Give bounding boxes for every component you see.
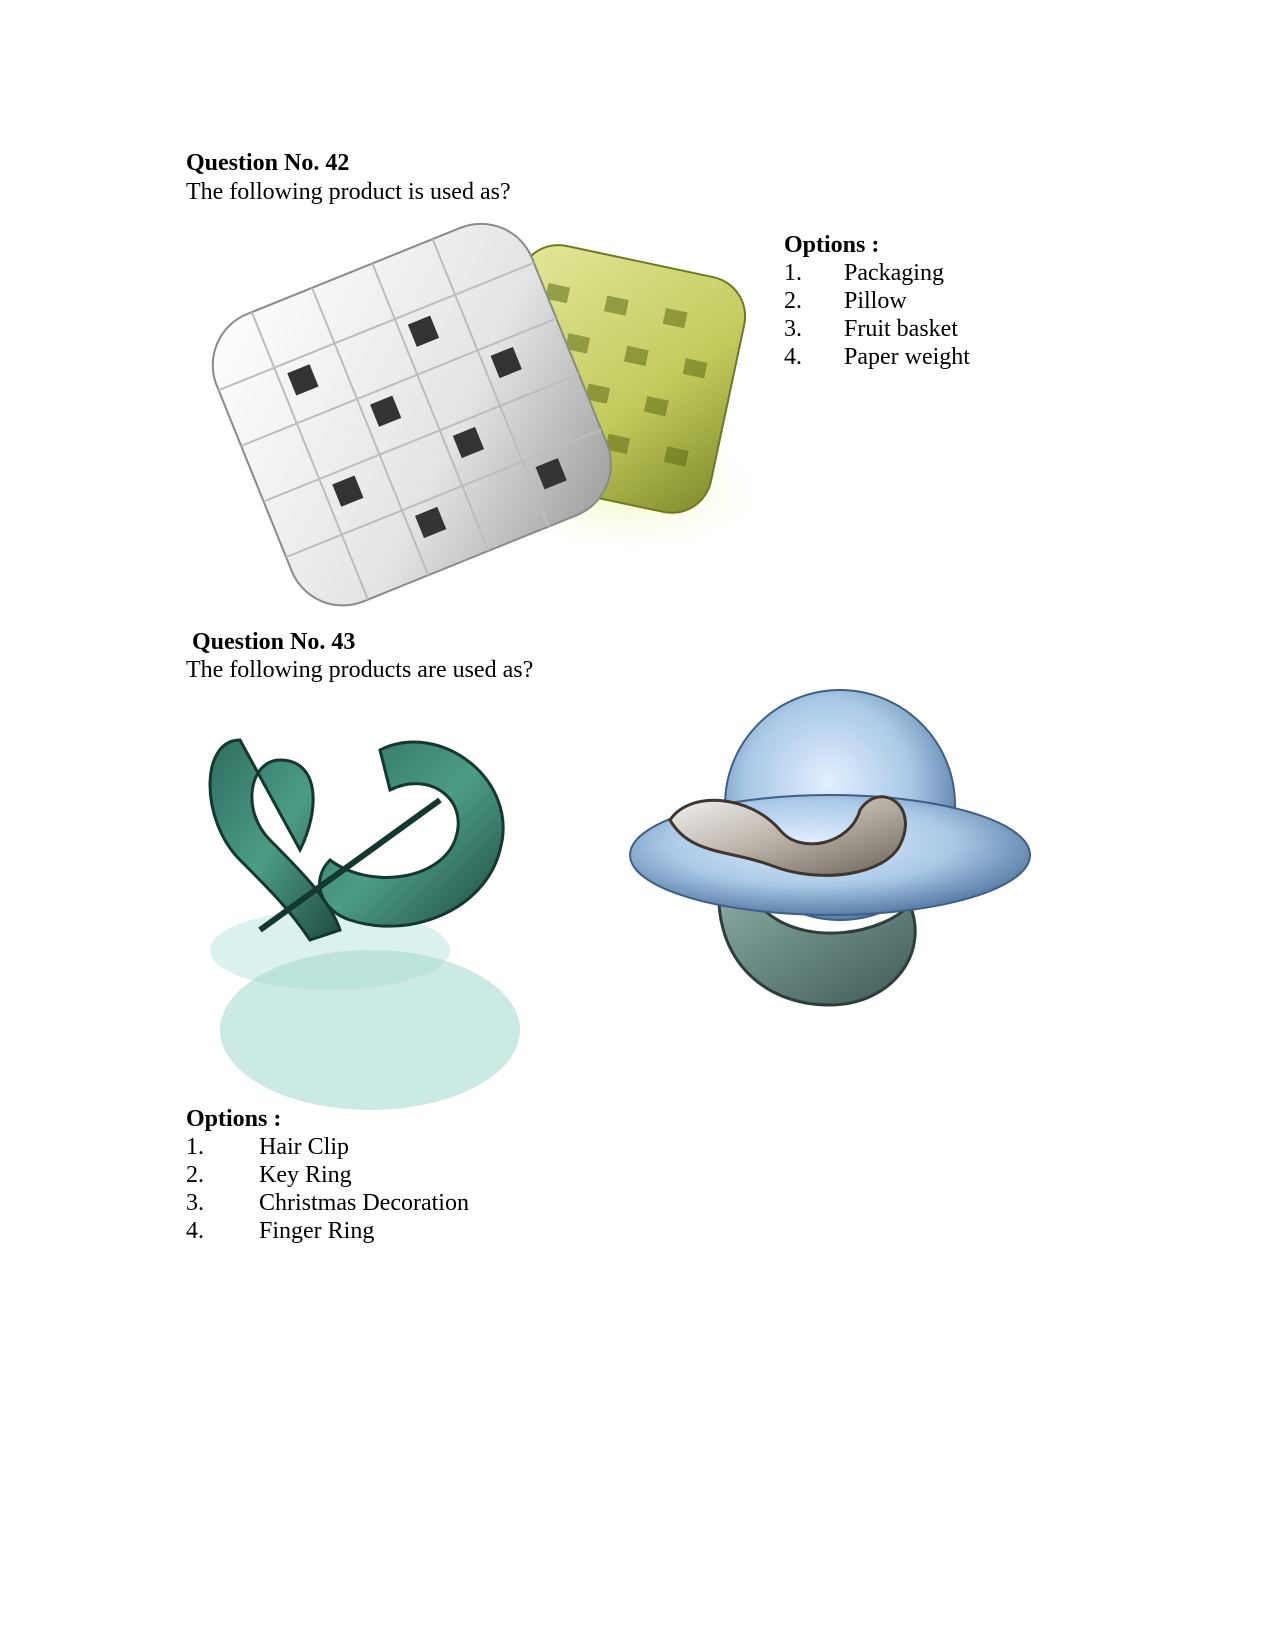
option-label: Christmas Decoration (259, 1190, 469, 1216)
question-42-title: Question No. 42 (186, 150, 350, 176)
option-number: 2. (186, 1162, 204, 1188)
option-number: 4. (784, 344, 802, 370)
option-label: Packaging (844, 260, 944, 286)
option-label: Paper weight (844, 344, 970, 370)
blue-ring-image (630, 685, 1030, 1045)
question-42-options-heading: Options : (784, 232, 880, 258)
teal-ring-image (180, 700, 560, 1120)
option-label: Key Ring (259, 1162, 352, 1188)
option-number: 1. (186, 1134, 204, 1160)
option-number: 2. (784, 288, 802, 314)
question-43-options-heading: Options : (186, 1106, 282, 1132)
question-43-prompt: The following products are used as? (186, 657, 534, 683)
option-number: 4. (186, 1218, 204, 1244)
option-label: Finger Ring (259, 1218, 375, 1244)
option-label: Hair Clip (259, 1134, 349, 1160)
question-42-prompt: The following product is used as? (186, 179, 511, 205)
woven-cushion-image (200, 220, 780, 595)
option-number: 3. (784, 316, 802, 342)
option-label: Pillow (844, 288, 907, 314)
question-43-title: Question No. 43 (192, 629, 356, 655)
option-number: 1. (784, 260, 802, 286)
option-number: 3. (186, 1190, 204, 1216)
option-label: Fruit basket (844, 316, 958, 342)
